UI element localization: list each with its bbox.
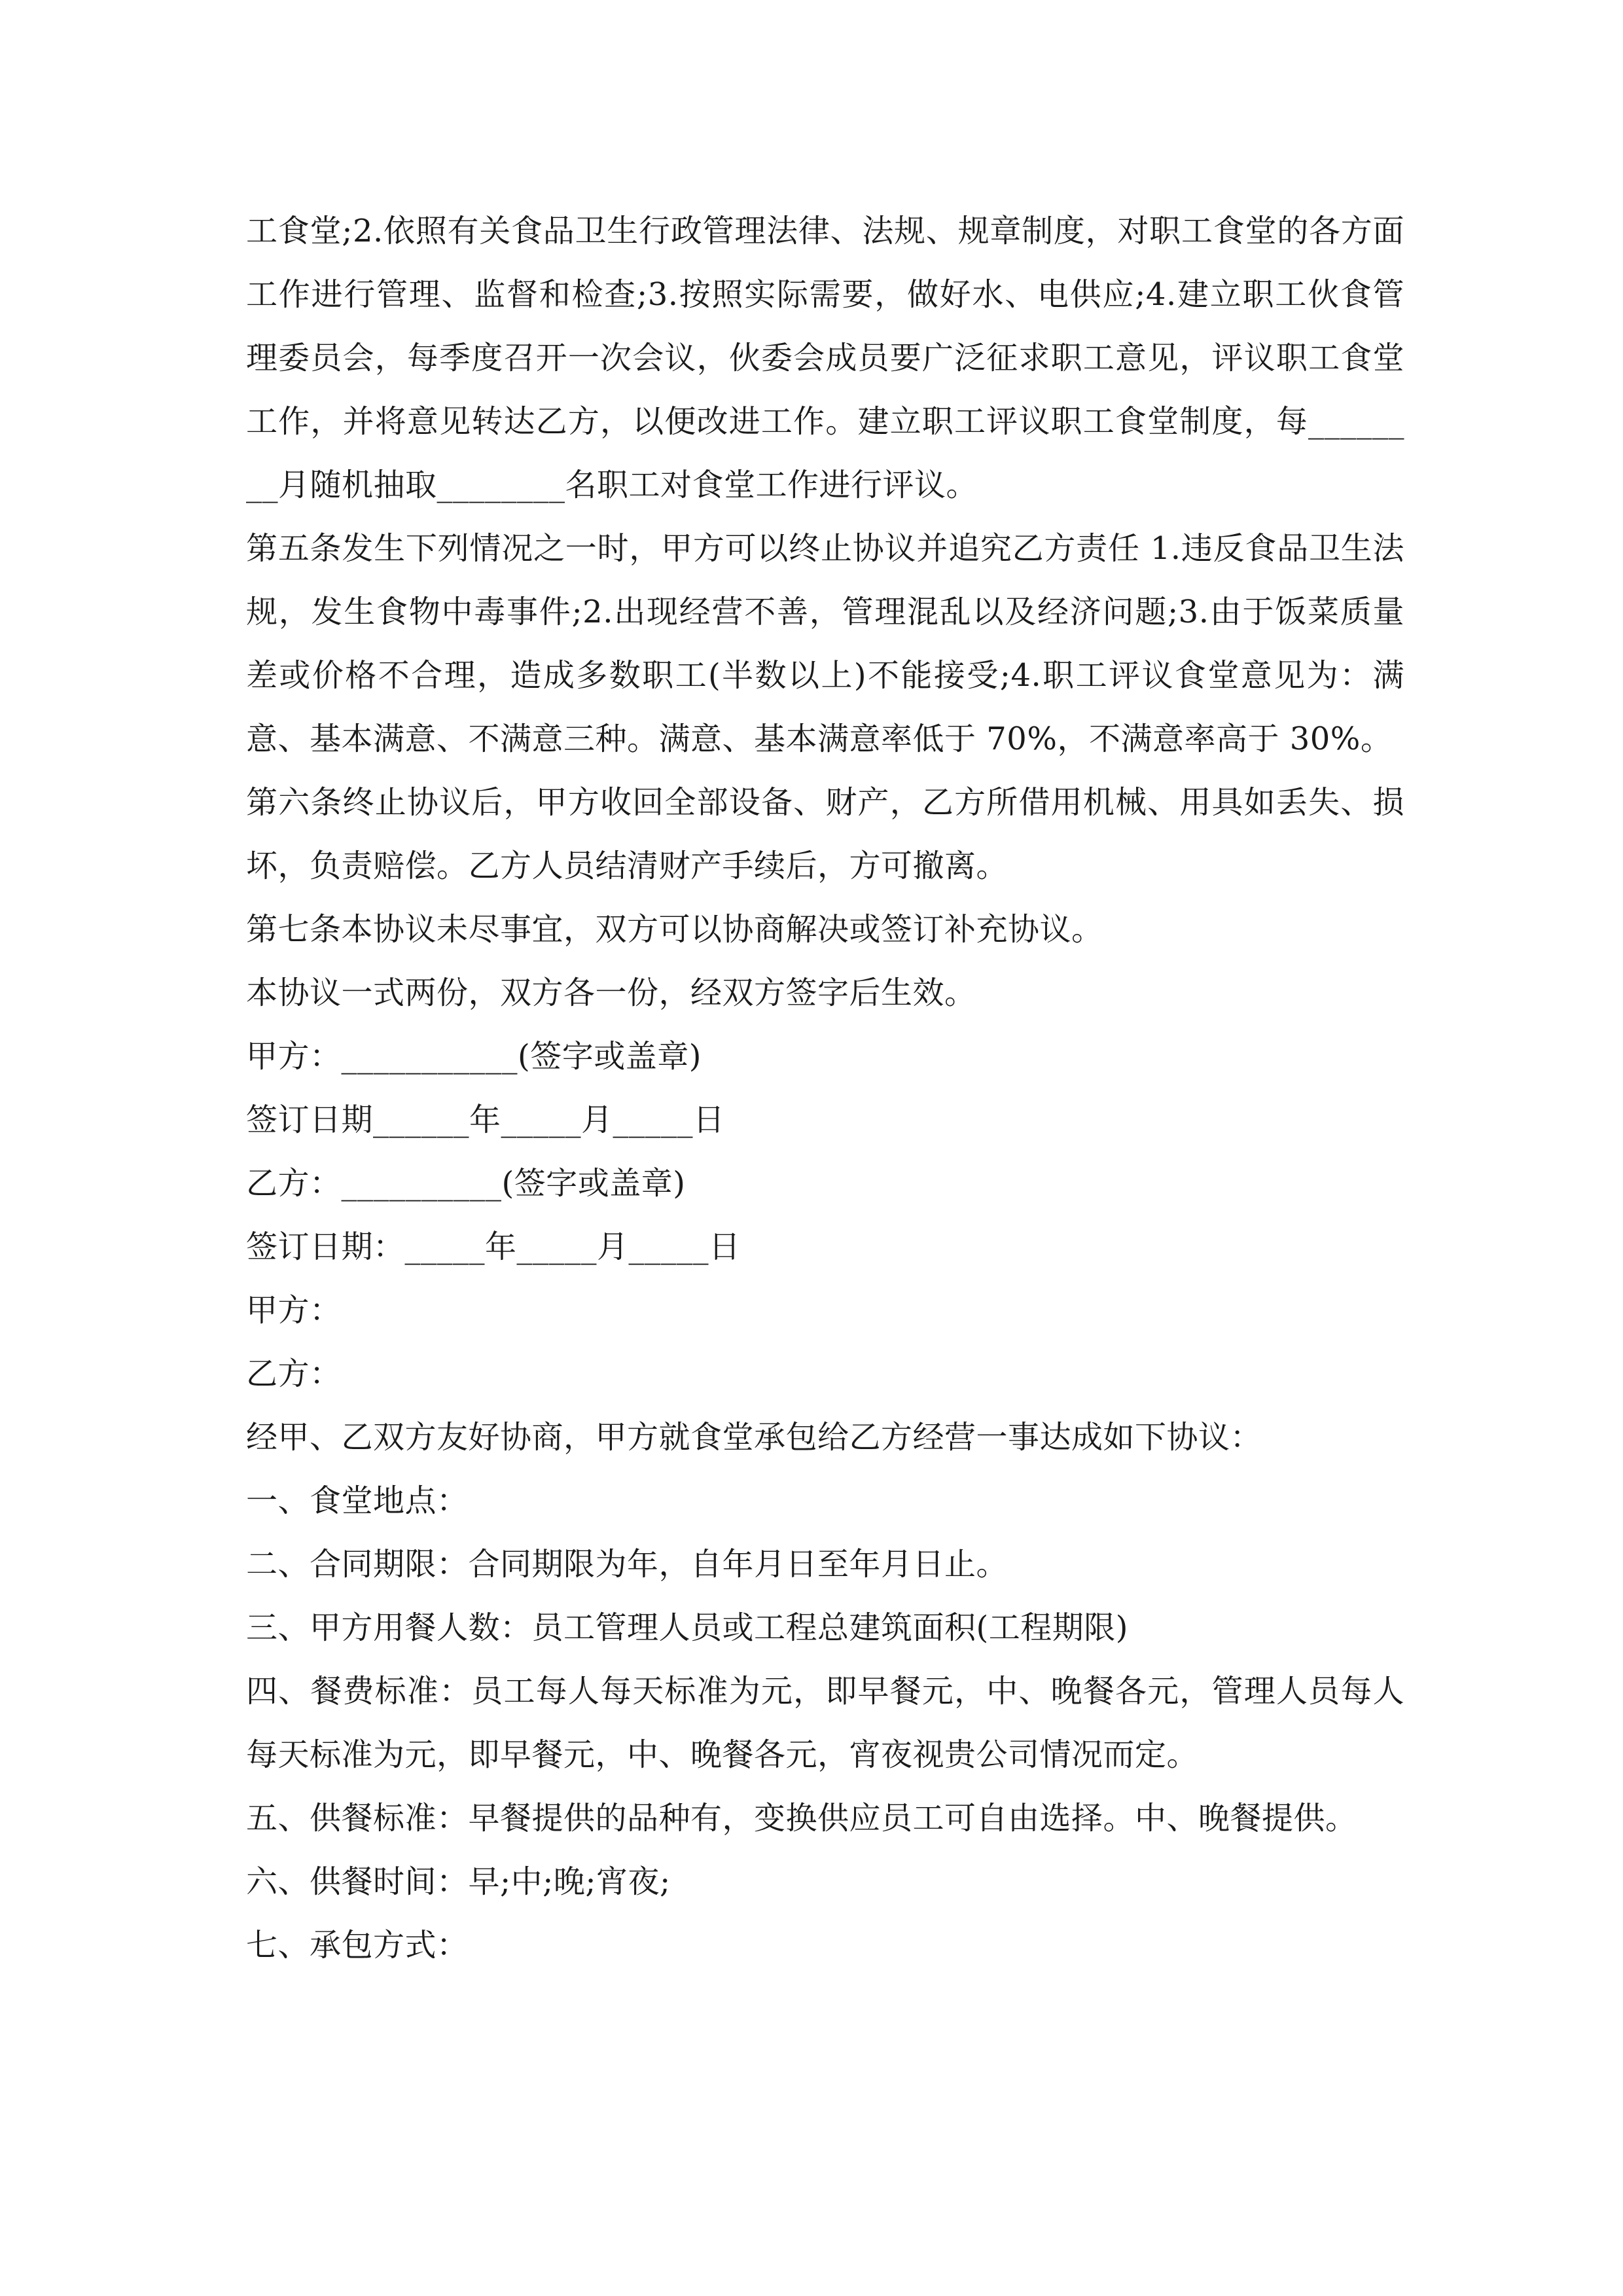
clause-5-meal-standard: 五、供餐标准：早餐提供的品种有，变换供应员工可自由选择。中、晚餐提供。 — [246, 1800, 1357, 1837]
clause-6-meal-time: 六、供餐时间：早;中;晚;宵夜; — [246, 1863, 671, 1900]
agreement-intro: 经甲、乙双方友好协商，甲方就食堂承包给乙方经营一事达成如下协议： — [246, 1419, 1262, 1456]
paragraph-article-7: 第七条本协议未尽事宜，双方可以协商解决或签订补充协议。 — [246, 911, 1103, 948]
party-a-label: 甲方： — [246, 1292, 342, 1329]
paragraph-article-6: 第六条终止协议后，甲方收回全部设备、财产，乙方所借用机械、用具如丢失、损坏，负责赔偿。乙方人员结清财产手续后，方可撤离。 — [246, 784, 1404, 884]
clause-1-location: 一、食堂地点： — [246, 1482, 469, 1519]
clause-3-diners: 三、甲方用餐人数：员工管理人员或工程总建筑面积(工程期限) — [246, 1609, 1128, 1646]
clause-7-contract-mode: 七、承包方式： — [246, 1927, 469, 1964]
sign-date-party-a: 签订日期______年_____月_____日 — [246, 1102, 725, 1138]
paragraph-canteen-management: 工食堂;2.依照有关食品卫生行政管理法律、法规、规章制度，对职工食堂的各方面工作进行管理、监督和检查;3.按照实际需要，做好水、电供应;4.建立职工伙食管理委员会，每季度召开一次会议，伙委会成员要广泛征求职工意见，评议职工食堂工作，并将意见转达乙方，以便改进工作。建立职工评议职工食堂制度，每________月随机抽取________名职工对食堂工作进行评议。 — [246, 213, 1404, 503]
document-body — [246, 200, 1404, 1977]
signature-party-b: 乙方：__________(签字或盖章) — [246, 1165, 686, 1202]
party-b-label: 乙方： — [246, 1355, 342, 1392]
signature-party-a: 甲方：___________(签字或盖章) — [246, 1038, 702, 1075]
clause-2-term: 二、合同期限：合同期限为年，自年月日至年月日止。 — [246, 1546, 1008, 1583]
paragraph-article-5: 第五条发生下列情况之一时，甲方可以终止协议并追究乙方责任 1.违反食品卫生法规，发生食物中毒事件;2.出现经营不善，管理混乱以及经济问题;3.由于饭菜质量差或价格不合理，造成多数职工(半数以上)不能接受;4.职工评议食堂意见为：满意、基本满意、不满意三种。满意、基本满意率低于 70%，不满意率高于 30%。 — [246, 530, 1404, 757]
clause-4-meal-fee: 四、餐费标准：员工每人每天标准为元，即早餐元，中、晚餐各元，管理人员每人每天标准为元，即早餐元，中、晚餐各元，宵夜视贵公司情况而定。 — [246, 1673, 1404, 1773]
paragraph-copies: 本协议一式两份，双方各一份，经双方签字后生效。 — [246, 975, 976, 1011]
sign-date-party-b: 签订日期：_____年_____月_____日 — [246, 1229, 741, 1265]
